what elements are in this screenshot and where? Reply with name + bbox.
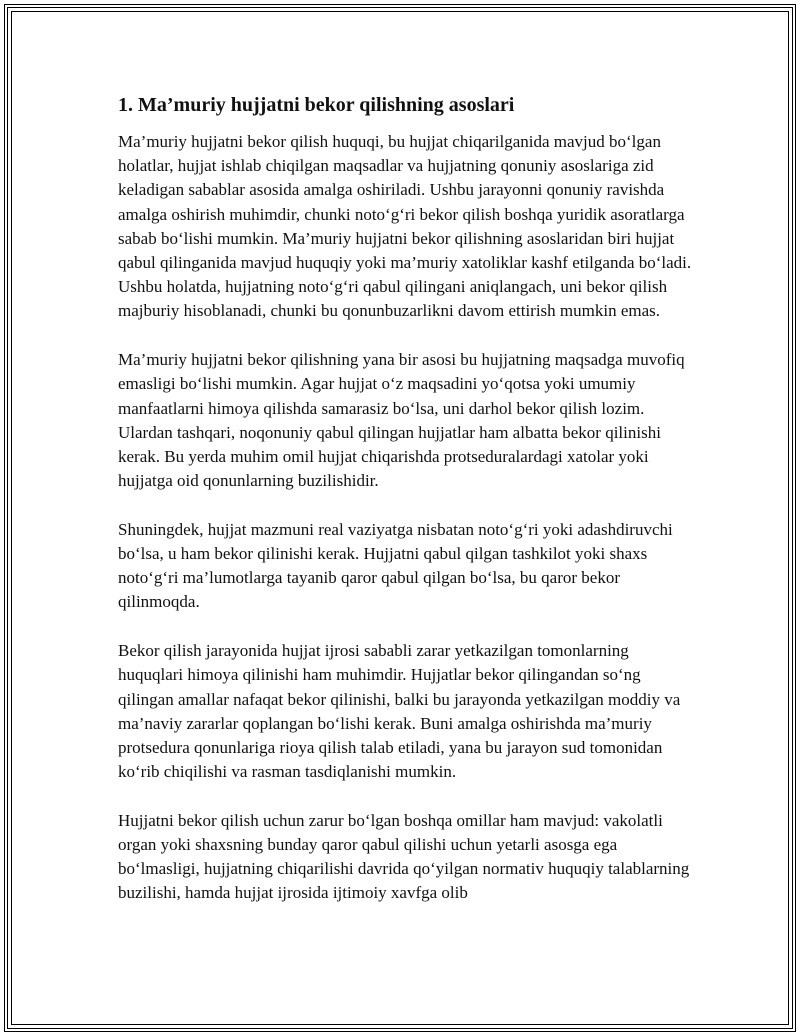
paragraph-5: Hujjatni bekor qilish uchun zarur bo‘lgan boshqa omillar ham mavjud: vakolatli organ yoki shaxsning bunday qaror qabul qilishi uchun yetarli asosga ega bo‘lmasligi, hujjatning chiqarilishi davrida qo‘yilgan normativ huquqiy talablarning buzilishi, hamda hujjat ijrosida ijtimoiy xavfga olib <box>118 810 690 903</box>
paragraph-2: Ma’muriy hujjatni bekor qilishning yana bir asosi bu hujjatning maqsadga muvofiq emasligi bo‘lishi mumkin. Agar hujjat o‘z maqsadini yo‘qotsa yoki umumiy manfaatlarni himoya qilishda samarasiz bo‘lsa, uni darhol bekor qilish lozim. Ulardan tashqari, noqonuniy qabul qilingan hujjatlar ham albatta bekor qilinishi kerak. Bu yerda muhim omil hujjat chiqarishda protseduralardagi xatolar yoki hujjatga oid qonunlarning buzilishidir. <box>118 350 685 491</box>
document-body <box>118 90 698 930</box>
paragraph-3: Shuningdek, hujjat mazmuni real vaziyatga nisbatan noto‘g‘ri yoki adashdiruvchi bo‘lsa, u ham bekor qilinishi kerak. Hujjatni qabul qilgan tashkilot yoki shaxs noto‘g‘ri ma’lumotlarga tayanib qaror qabul qilgan bo‘lsa, bu qaror bekor qilinmoqda. <box>118 519 673 612</box>
paragraph-1: Ma’muriy hujjatni bekor qilish huquqi, bu hujjat chiqarilganida mavjud bo‘lgan holatlar, hujjat ishlab chiqilgan maqsadlar va hujjatning qonuniy asoslariga zid keladigan sabablar asosida amalga oshiriladi. Ushbu jarayonni qonuniy ravishda amalga oshirish muhimdir, chunki noto‘g‘ri bekor qilish boshqa yuridik asoratlarga sabab bo‘lishi mumkin. Ma’muriy hujjatni bekor qilishning asoslaridan biri hujjat qabul qilinganida mavjud huquqiy yoki ma’muriy xatoliklar kashf etilganda bo‘ladi. Ushbu holatda, hujjatning noto‘g‘ri qabul qilingani aniqlangach, uni bekor qilish majburiy hisoblanadi, chunki bu qonunbuzarlikni davom ettirish mumkin emas. <box>118 132 692 321</box>
paragraph-4: Bekor qilish jarayonida hujjat ijrosi sababli zarar yetkazilgan tomonlarning huquqlari himoya qilinishi ham muhimdir. Hujjatlar bekor qilingandan so‘ng qilingan amallar nafaqat bekor qilinishi, balki bu jarayonda yetkazilgan moddiy va ma’naviy zararlar qoplangan bo‘lishi kerak. Buni amalga oshirishda ma’muriy protsedura qonunlariga rioya qilish talab etiladi, yana bu jarayon sud tomonidan ko‘rib chiqilishi va rasman tasdiqlanishi mumkin. <box>118 641 681 782</box>
section-heading: 1. Ma’muriy hujjatni bekor qilishning asoslari <box>118 94 515 116</box>
